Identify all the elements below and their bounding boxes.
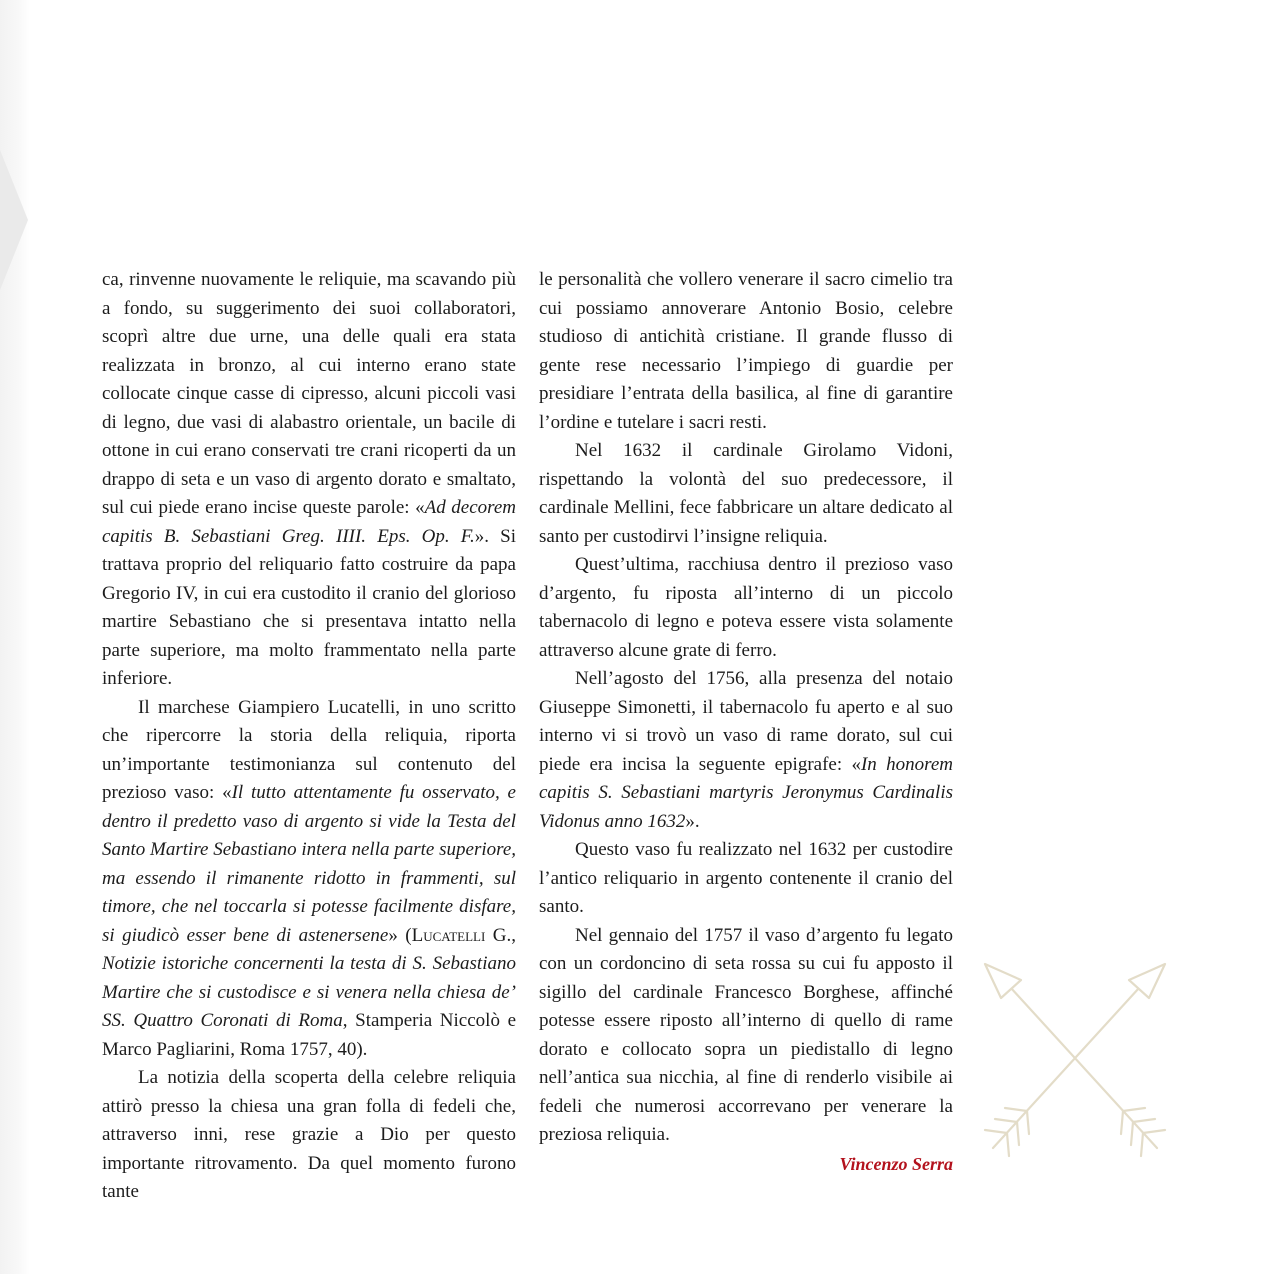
paragraph	[539, 665, 953, 836]
text-run: , Stamperia Niccolò e Marco Pagliarini, Roma 1757, 40).	[102, 1010, 517, 1060]
crossed-arrows-icon	[975, 958, 1175, 1168]
left-text-column	[102, 266, 516, 1207]
paragraph: Quest’ultima, racchiusa dentro il prezioso vaso d’argento, fu riposta all’interno di un piccolo tabernacolo di legno e poteva essere vista solamente attraverso alcune grate di ferro.	[539, 554, 953, 661]
paragraph: Questo vaso fu realizzato nel 1632 per custodire l’antico reliquario in argento contenente il cranio del santo.	[539, 839, 953, 917]
paragraph: La notizia della scoperta della celebre reliquia attirò presso la chiesa una gran folla di fedeli che, attraverso inni, rese grazie a Dio per questo importante ritrovamento. Da quel momento furono tante	[102, 1067, 516, 1202]
citation-title: Notizie istoriche concernenti la testa di S. Sebastiano Martire che si custodisce e si venera nella chiesa de’ SS. Quattro Coronati di Roma	[102, 953, 516, 1031]
author-signature: Vincenzo Serra	[839, 1153, 953, 1174]
paragraph	[102, 266, 516, 694]
text-run: Il marchese Giampiero Lucatelli, in uno scritto che ripercorre la storia della reliquia, riporta un’importante testimonianza sul contenuto del prezioso vaso: «	[102, 696, 516, 803]
right-text-column	[539, 266, 953, 1178]
citation-author: Lucatelli G.	[411, 924, 512, 946]
quotation: Il tutto attentamente fu osservato, e dentro il predetto vaso di argento si vide la Testa del Santo Martire Sebastiano intera nella parte superiore, ma essendo il rimanente ridotto in frammenti, sul timore, che nel toccarla si potesse facilmente disfare, si giudicò esser bene di astenersene	[102, 782, 516, 946]
text-run: ca, rinvenne nuovamente le reliquie, ma scavando più a fondo, su suggerimento dei suoi collaboratori, scoprì altre due urne, una delle quali era stata realizzata in bronzo, al cui interno erano state collocate cinque casse di cipresso, alcuni piccoli vasi di legno, due vasi di alabastro orientale, un bacile di ottone in cui erano conservati tre crani ricoperti da un drappo di seta e un vaso di argento dorato e smaltato, sul cui piede erano incise queste parole: «	[102, 269, 516, 518]
page-edge-shadow	[0, 0, 30, 1274]
text-run: ,	[511, 924, 516, 946]
text-run: » (	[388, 924, 412, 946]
text-run: Nell’agosto del 1756, alla presenza del notaio Giuseppe Simonetti, il tabernacolo fu aperto e al suo interno vi si trovò un vaso di rame dorato, sul cui piede era incisa la seguente epigrafe: «	[539, 668, 953, 775]
paragraph: Nel gennaio del 1757 il vaso d’argento fu legato con un cordoncino di seta rossa su cui fu apposto il sigillo del cardinale Francesco Borghese, affinché potesse essere riposto all’interno di quello di rame dorato e collocato sopra un piedistallo di legno nell’antica sua nicchia, al fine di renderlo visibile ai fedeli che numerosi accorrevano per venerare la preziosa reliquia.	[539, 924, 953, 1145]
inscription-latin: Ad decorem capitis B. Sebastiani Greg. IIII. Eps. Op. F.	[102, 497, 516, 547]
inscription-latin: In honorem capitis S. Sebastiani martyris Jeronymus Cardinalis Vidonus anno 1632	[539, 753, 953, 832]
paragraph	[102, 694, 516, 1065]
paragraph: le personalità che vollero venerare il sacro cimelio tra cui possiamo annoverare Antonio Bosio, celebre studioso di antichità cristiane. Il grande flusso di gente rese necessario l’impiego di guardie per presidiare l’entrata della basilica, al fine di garantire l’ordine e tutelare i sacri resti.	[539, 269, 953, 433]
text-run: ».	[685, 810, 700, 832]
paragraph: Nel 1632 il cardinale Girolamo Vidoni, rispettando la volontà del suo predecessore, il cardinale Mellini, fece fabbricare un altare dedicato al santo per custodirvi l’insigne reliquia.	[539, 440, 953, 547]
text-run: ». Si trattava proprio del reliquario fatto costruire da papa Gregorio IV, in cui era custodito il cranio del glorioso martire Sebastiano che si presentava intatto nella parte superiore, ma molto frammentato nella parte inferiore.	[102, 525, 516, 689]
